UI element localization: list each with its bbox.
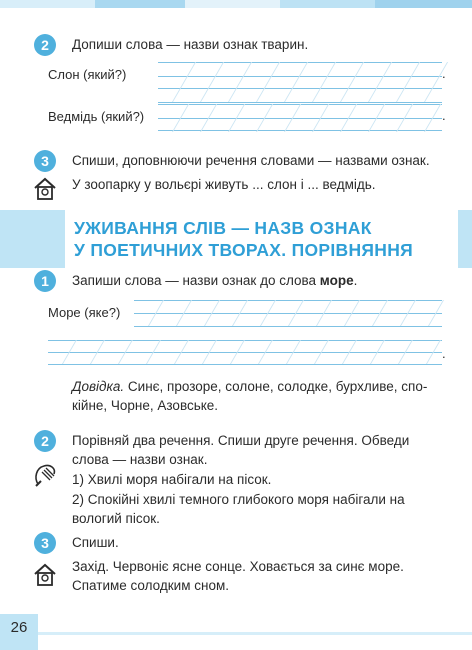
copy-text-continued: Спатиме солодким сном. <box>72 578 229 593</box>
section-title-line1: УЖИВАННЯ СЛІВ — НАЗВ ОЗНАК <box>74 218 372 238</box>
task-instruction: Спиши, доповнюючи речення словами — назвами ознак. <box>72 153 430 168</box>
pencil-drawing-icon <box>32 458 60 488</box>
writing-lines[interactable] <box>158 62 442 102</box>
sentence-item: 2) Спокійні хвилі темного глибокого моря набігали на <box>72 492 405 507</box>
homework-house-icon <box>32 562 58 588</box>
task-number-badge: 2 <box>34 430 56 452</box>
line-label: Море (яке?) <box>48 305 121 320</box>
line-end-dot: . <box>442 66 446 81</box>
line-end-dot: . <box>442 346 446 361</box>
task-number-badge: 3 <box>34 150 56 172</box>
task-number-badge: 3 <box>34 532 56 554</box>
task-instruction-continued: слова — назви ознак. <box>72 452 208 467</box>
top-color-band <box>0 0 472 8</box>
homework-house-icon <box>32 176 58 202</box>
line-label: Слон (який?) <box>48 67 127 82</box>
page-number: 26 <box>0 614 38 650</box>
sentence-item: 1) Хвилі моря набігали на пісок. <box>72 472 272 487</box>
line-end-dot: . <box>442 108 446 123</box>
task-instruction: Спиши. <box>72 535 119 550</box>
footer-line <box>38 632 472 635</box>
writing-lines[interactable] <box>134 300 442 326</box>
task-instruction: Порівняй два речення. Спиши друге речення. Обведи <box>72 433 410 448</box>
hint-text-continued: кійне, Чорне, Азовське. <box>72 398 219 413</box>
task-sentence: У зоопарку у вольєрі живуть ... слон і ... ведмідь. <box>72 177 376 192</box>
section-title-line2: У ПОЕТИЧНИХ ТВОРАХ. ПОРІВНЯННЯ <box>74 240 414 260</box>
copy-text: Захід. Червоніє ясне сонце. Ховається за синє море. <box>72 559 404 574</box>
task-number-badge: 1 <box>34 270 56 292</box>
task-instruction: Допиши слова — назви ознак тварин. <box>72 37 309 52</box>
writing-lines[interactable] <box>158 104 442 132</box>
line-label: Ведмідь (який?) <box>48 109 145 124</box>
hint-text: Довідка. Синє, прозоре, солоне, солодке, бурхливе, спо- <box>72 379 428 394</box>
task-number-badge: 2 <box>34 34 56 56</box>
writing-lines[interactable] <box>48 340 442 364</box>
task-instruction: Запиши слова — назви ознак до слова море. <box>72 273 358 288</box>
sentence-item-continued: вологий пісок. <box>72 511 160 526</box>
